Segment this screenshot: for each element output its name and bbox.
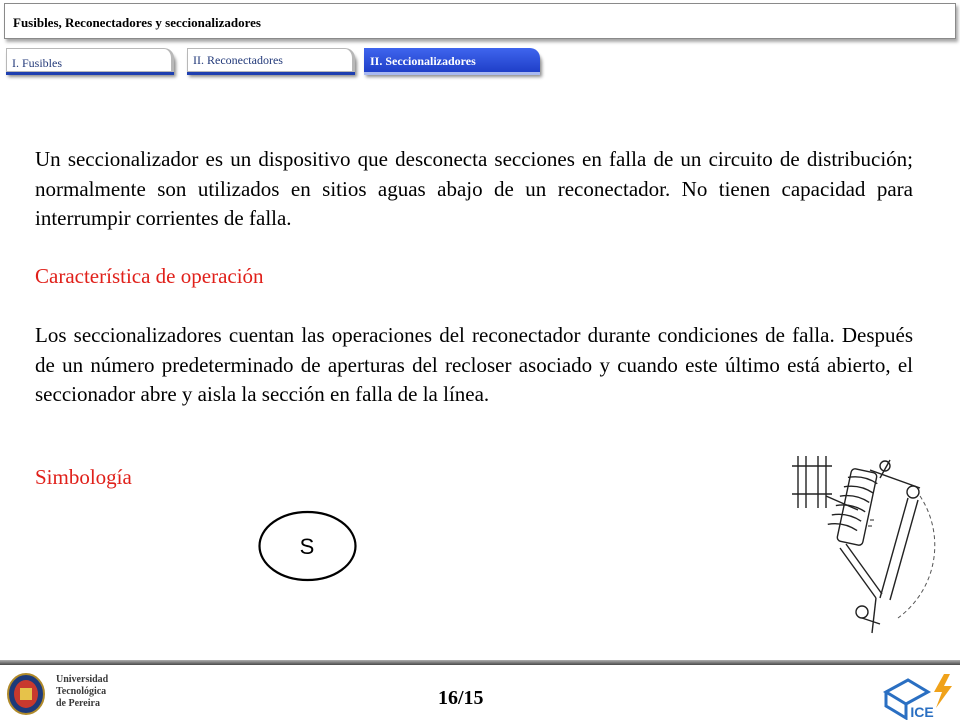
presentation-title: Fusibles, Reconectadores y seccionalizadores: [13, 15, 261, 30]
ice-label: ICE: [910, 704, 934, 720]
ice-logo-icon: [878, 672, 958, 720]
operation-heading: Característica de operación: [35, 264, 264, 288]
sectionalizer-device-drawing: [780, 448, 960, 643]
university-line-3: de Pereira: [56, 698, 100, 709]
operation-paragraph: Los seccionalizadores cuentan las operaciones del reconectador durante condiciones de falla. Después de un número predeterminado de aperturas del recloser asociado y cuando este último está abierto, el seccionador abre y aisla la sección en falla de la línea.: [35, 323, 913, 406]
symbology-heading: Simbología: [35, 465, 132, 489]
university-line-2: Tecnológica: [56, 686, 107, 697]
intro-paragraph: Un seccionalizador es un dispositivo que desconecta secciones en falla de un circuito de distribución; normalmente son utilizados en sitios aguas abajo de un reconectador. No tienen capacidad para interrumpir corrientes de falla.: [35, 147, 913, 230]
footer-divider: [0, 660, 960, 665]
university-line-1: Universidad: [56, 674, 109, 685]
sectionalizer-symbol: [257, 509, 358, 583]
university-seal-icon: [6, 672, 46, 716]
university-name: [56, 674, 136, 710]
page-number: 16/15: [438, 687, 484, 709]
title-bar: [4, 3, 956, 39]
tab-reconectadores[interactable]: II. Reconectadores: [187, 48, 355, 72]
symbol-letter: S: [299, 534, 315, 559]
tab-fusibles[interactable]: I. Fusibles: [6, 48, 174, 72]
tab-seccionalizadores[interactable]: II. Seccionalizadores: [364, 48, 540, 72]
